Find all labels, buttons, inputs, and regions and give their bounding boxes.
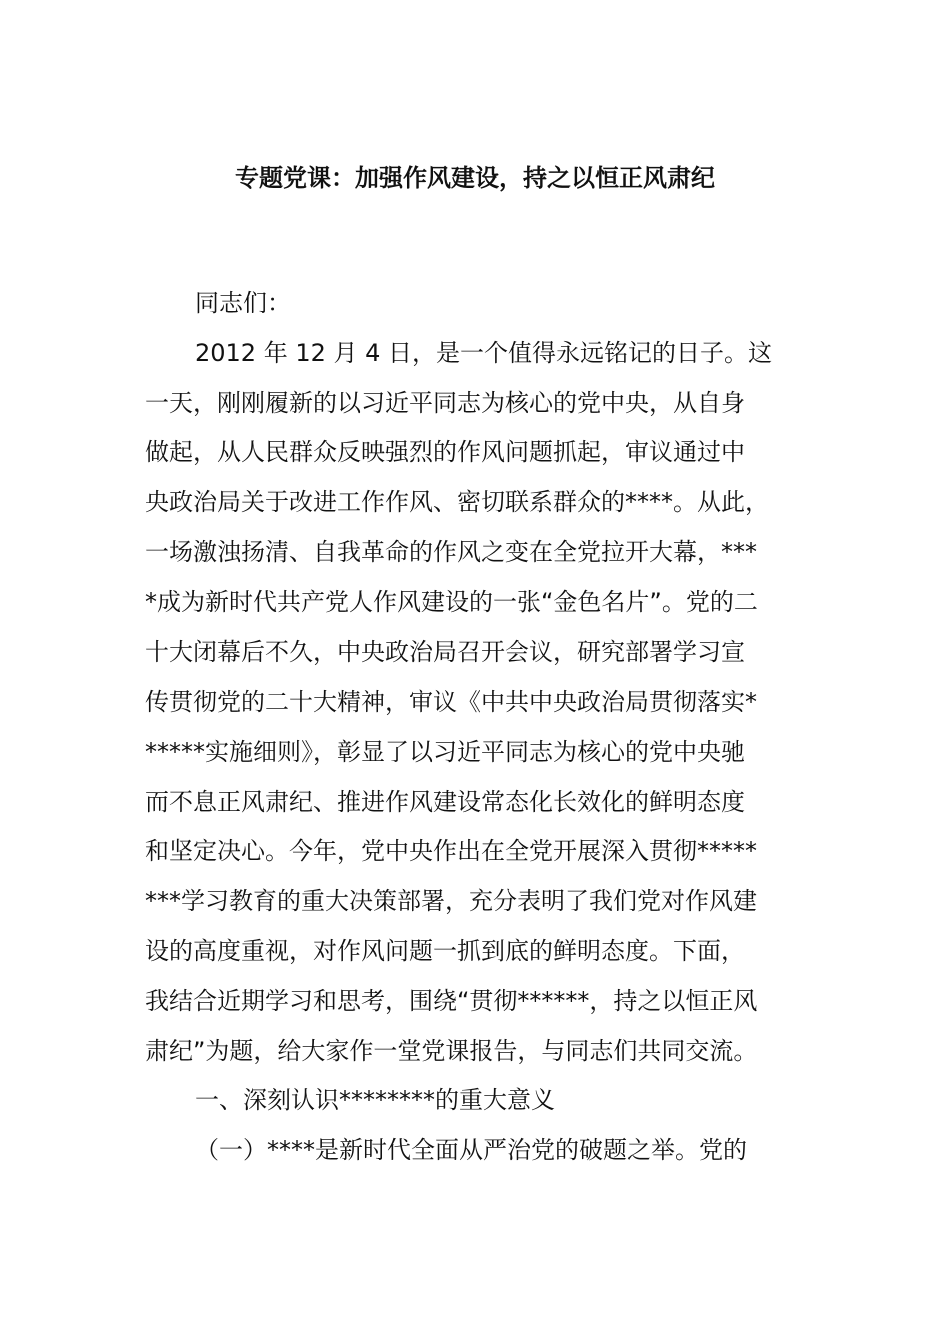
document-title: 专题党课：加强作风建设，持之以恒正风肃纪 [235,164,715,192]
paragraph-line: 而不息正风肃纪、推进作风建设常态化长效化的鲜明态度 [145,788,745,816]
salutation-line: 同志们： [195,289,291,317]
paragraph-line: 央政治局关于改进工作作风、密切联系群众的****。从此， [145,488,769,516]
paragraph-line: 设的高度重视，对作风问题一抓到底的鲜明态度。下面， [145,937,745,965]
paragraph-line: 肃纪”为题，给大家作一堂党课报告，与同志们共同交流。 [145,1037,758,1065]
paragraph-line: 一场激浊扬清、自我革命的作风之变在全党拉开大幕，*** [145,538,757,566]
paragraph-line: *****实施细则》，彰显了以习近平同志为核心的党中央驰 [145,738,745,766]
paragraph-line: 做起，从人民群众反映强烈的作风问题抓起，审议通过中 [145,438,745,466]
paragraph-line: 传贯彻党的二十大精神，审议《中共中央政治局贯彻落实* [145,688,757,716]
paragraph-line: 十大闭幕后不久，中央政治局召开会议，研究部署学习宣 [145,638,745,666]
paragraph-line: 我结合近期学习和思考，围绕“贯彻******，持之以恒正风 [145,987,758,1015]
paragraph-line: *成为新时代共产党人作风建设的一张“金色名片”。党的二 [145,588,758,616]
section-heading: 一、深刻认识********的重大意义 [195,1086,555,1114]
paragraph-line: 和坚定决心。今年，党中央作出在全党开展深入贯彻***** [145,837,757,865]
paragraph-line: 一天，刚刚履新的以习近平同志为核心的党中央，从自身 [145,389,745,417]
paragraph-line: ***学习教育的重大决策部署，充分表明了我们党对作风建 [145,887,757,915]
paragraph-line: 2012 年 12 月 4 日，是一个值得永远铭记的日子。这 [195,339,773,367]
subsection-line: （一）****是新时代全面从严治党的破题之举。党的 [195,1136,747,1164]
